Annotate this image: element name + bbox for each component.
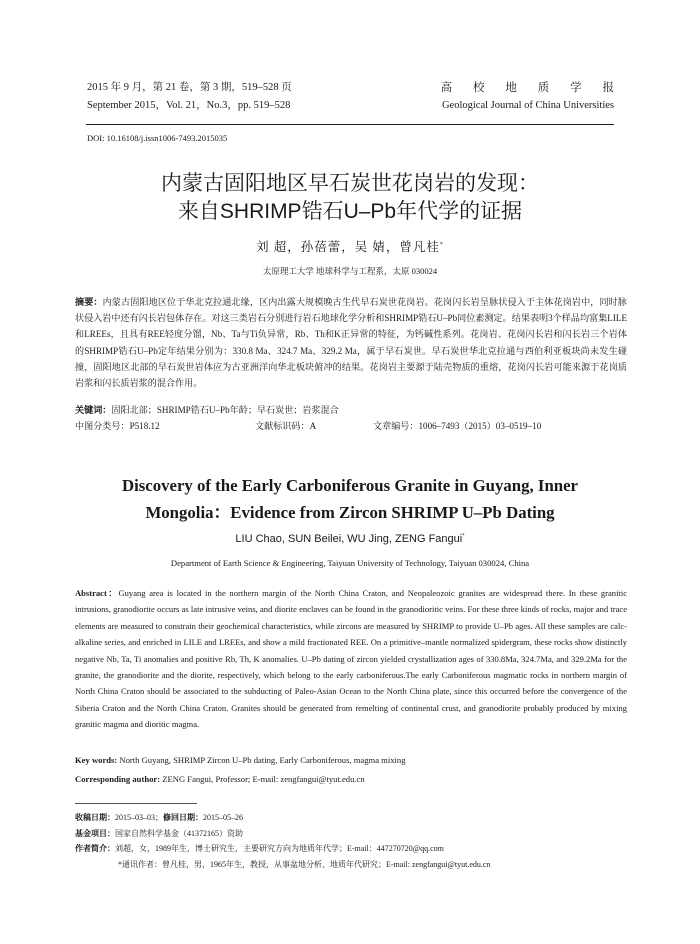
- authors-cn-names: 刘 超，孙蓓蕾，吴 婧，曾凡桂: [256, 240, 440, 254]
- document-code: 文献标识码：A: [255, 421, 317, 431]
- received-date: 2015–03–03；: [115, 813, 163, 822]
- keywords-cn-label: 关键词：: [75, 405, 112, 415]
- bio-text: 刘超，女，1989年生，博士研究生，主要研究方向为地质年代学；E-mail：447270720@qq.com: [115, 844, 444, 854]
- fund-label: 基金项目：: [75, 828, 115, 838]
- corresponding-author-label: Corresponding author:: [75, 774, 161, 784]
- fund-text: 国家自然科学基金（41372165）资助: [115, 828, 243, 838]
- issue-info-cn: 2015 年 9 月，第 21 卷，第 3 期，519–528 页: [87, 82, 292, 93]
- abstract-cn-label: 摘要：: [75, 297, 103, 307]
- title-cn-line-2: 来自SHRIMP锆石U–Pb年代学的证据: [177, 200, 523, 223]
- title-cn-line-1: 内蒙古固阳地区早石炭世花岗岩的发现：: [161, 172, 539, 195]
- abstract-en-text: Guyang area is located in the northern margin of the North China Craton, and Neopaleozoic granites are widespread there. In these granitic intrusions, granodiorite occurs as late intrusive veins, and diorite enclaves can be found in the granodioritic veins. For these three kinds of rocks, major and trace elements are measured to constrain their geochemical characteristics, while zircons are measured by SHRIMP to provide U–Pb ages. All these samples are calc-alkaline series, and enriched in LILE and LREEs, and show a mild fractionated REE. On a primitive–mantle normalized spidergram, these rocks show distinctly negative Nb, Ta, Ti anomalies and positive Rb, Th, K anomalies. U–Pb dating of zircon yielded crystallization ages of 330.8Ma, 324.7Ma, and 329.2Ma for the granite, the granodiorite and the diorite, respectively, which belong to the early carboniferous.The early Carboniferous magmatic rocks in northern margin of North China Craton should be associated to the subducting of Paleo-Asian Ocean to the North China plate, since this occurred before the convergence of the Siberia Craton and the North China Craton. Granites should be generated from remelting of continental crust, and granodiorite probably produced by mixing granitic magma and dioritic magma.: [75, 588, 627, 730]
- title-en: [0, 472, 700, 526]
- abstract-cn-text: 内蒙古固阳地区位于华北克拉通北缘，区内出露大规模晚古生代早石炭世花岗岩。花岗闪长岩呈脉状侵入于主体花岗岩中，同时脉状侵入岩中还有闪长岩包体存在。对这三类岩石分别进行岩石地球化学分析和SHRIMP锆石U–Pb同位素测定。结果表明3个样品均富集LILE和LREEs，且具有REE轻度分馏，Nb、Ta与Ti负异常，Rb、Th和K正异常的特征，为钙碱性系列。花岗岩、花岗闪长岩和闪长岩三个岩体的SHRIMP锆石U–Pb定年结果分别为：330.8 Ma、324.7 Ma、329.2 Ma，属于早石炭世。早石炭世华北克拉通与西伯利亚板块尚未发生碰撞，固阳地区北部的早石炭世岩体应为古亚洲洋向华北板块俯冲的结果。花岗岩主要源于陆壳物质的重熔，花岗闪长岩可能来源于花岗质岩浆和闪长质岩浆的混合作用。: [75, 297, 627, 389]
- classification-row: [75, 419, 627, 433]
- authors-cn: [0, 237, 700, 255]
- footnote-corresponding-bio: *通讯作者：曾凡桂，男，1965年生，教授，从事盆地分析、地质年代研究；E-mail: zengfangui@tyut.edu.cn: [118, 859, 491, 869]
- footnote-divider: [75, 803, 197, 804]
- keywords-cn: [75, 403, 627, 416]
- keywords-en-text: North Guyang, SHRIMP Zircon U–Pb dating, Early Carboniferous, magma mixing: [119, 755, 406, 765]
- journal-name-cn: 高 校 地 质 学 报: [440, 82, 623, 94]
- corresponding-mark-en: *: [462, 533, 465, 540]
- corresponding-mark: *: [439, 241, 444, 248]
- title-cn: [0, 170, 700, 226]
- footnote-dates: [75, 810, 635, 826]
- received-label: 收稿日期：: [75, 813, 115, 822]
- abstract-en: [75, 585, 627, 733]
- corresponding-author-en: [75, 774, 627, 784]
- footnote-bio: [75, 841, 635, 857]
- corresponding-author-text: ZENG Fangui, Professor; E-mail: zengfangui@tyut.edu.cn: [162, 774, 365, 784]
- doi-link[interactable]: DOI: 10.16108/j.issn1006-7493.2015035: [87, 133, 228, 143]
- journal-name-en: Geological Journal of China Universities: [441, 100, 614, 111]
- revised-label: 修回日期：: [163, 813, 203, 822]
- issue-info-en: September 2015，Vol. 21，No.3，pp. 519–528: [87, 100, 291, 111]
- footnotes: [75, 810, 635, 872]
- affiliation-cn: 太原理工大学 地球科学与工程系，太原 030024: [262, 266, 438, 276]
- header-divider: [86, 124, 614, 125]
- journal-issue-info: [87, 79, 292, 115]
- title-en-line-2: Mongolia：Evidence from Zircon SHRIMP U–Pb Dating: [145, 503, 555, 522]
- article-number: 文章编号：1006–7493（2015）03–0519–10: [373, 421, 542, 431]
- clc-number: 中图分类号：P518.12: [75, 421, 160, 431]
- title-en-line-1: Discovery of the Early Carboniferous Granite in Guyang, Inner: [121, 476, 579, 495]
- bio-label: 作者简介：: [75, 844, 115, 854]
- keywords-en: [75, 755, 627, 765]
- keywords-cn-text: 固阳北部；SHRIMP锆石U–Pb年龄；早石炭世；岩浆混合: [111, 405, 339, 415]
- abstract-cn: [75, 294, 627, 391]
- keywords-en-label: Key words:: [75, 755, 118, 765]
- abstract-en-label: Abstract：: [75, 588, 119, 598]
- authors-en-names: LIU Chao, SUN Beilei, WU Jing, ZENG Fangui: [235, 533, 463, 545]
- affiliation-en: Department of Earth Science & Engineering, Taiyuan University of Technology, Taiyuan 030024, China: [170, 558, 530, 568]
- revised-date: 2015–05–26: [203, 813, 243, 822]
- journal-name-block: [440, 79, 623, 115]
- authors-en: [0, 533, 700, 545]
- footnote-fund: [75, 826, 635, 842]
